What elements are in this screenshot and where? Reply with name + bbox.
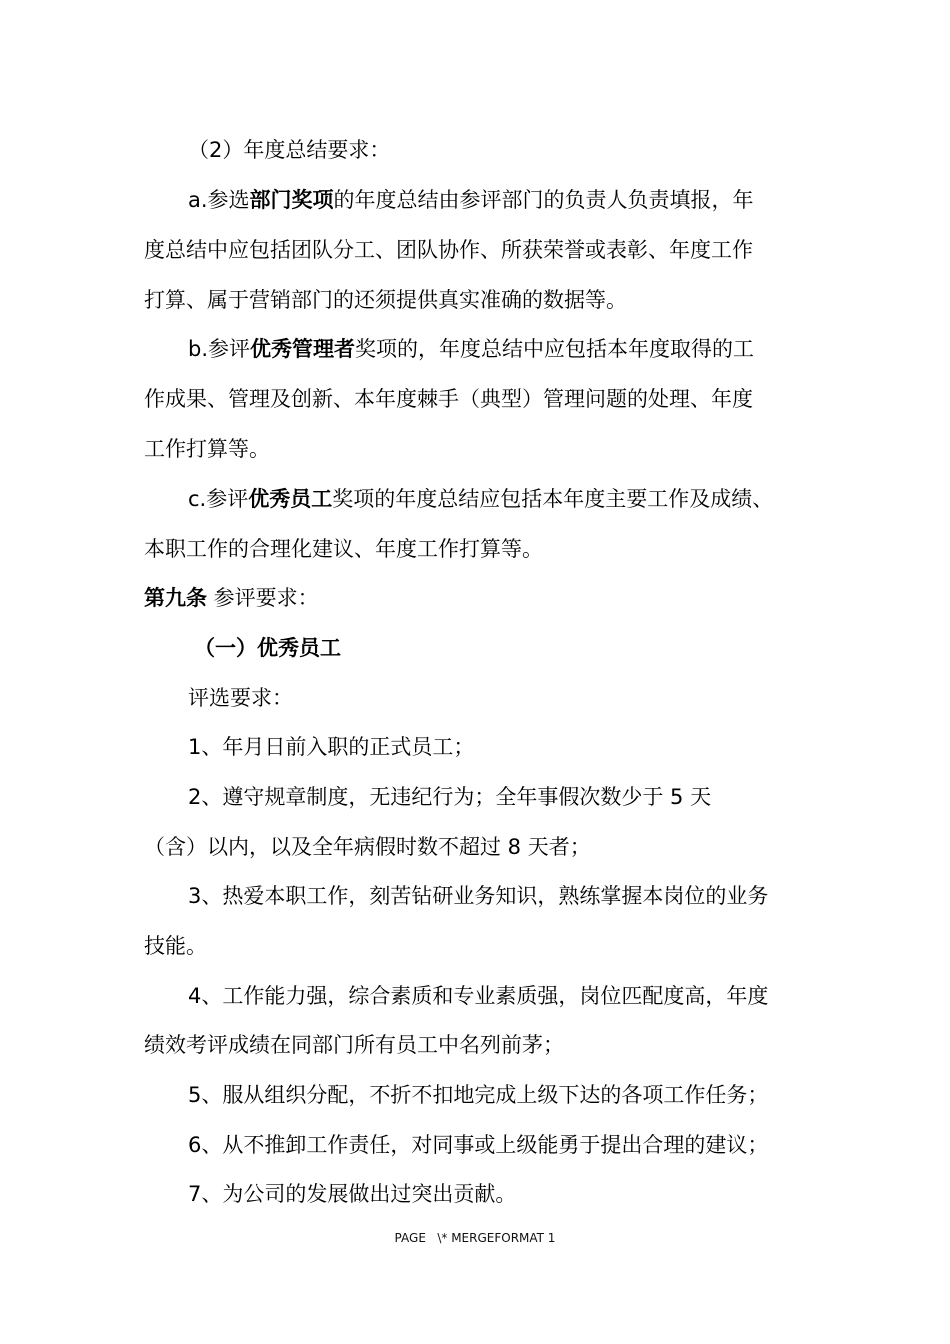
para-c-bold: 优秀员工 <box>248 487 333 511</box>
para-c-line2: 本职工作的合理化建议、年度工作打算等。 <box>144 537 543 561</box>
criteria-heading: 评选要求： <box>188 686 293 710</box>
para-b-line2: 作成果、管理及创新、本年度棘手（典型）管理问题的处理、年度 <box>144 387 753 411</box>
para-b-line1-rest: 奖项的，年度总结中应包括本年度取得的工 <box>355 337 755 361</box>
criteria-item-2-line1: 2、遵守规章制度，无违纪行为；全年事假次数少于 5 天 <box>188 785 712 809</box>
para2-heading <box>188 132 814 168</box>
article9-title: 参评要求： <box>207 586 319 610</box>
criteria-item-4-line1: 4、工作能力强，综合素质和专业素质强，岗位匹配度高，年度 <box>188 984 769 1008</box>
para-a-line1-rest: 的年度总结由参评部门的负责人负责填报，年 <box>333 188 754 212</box>
criteria-item-7: 7、为公司的发展做出过突出贡献。 <box>188 1182 517 1206</box>
para-b-prefix: b.参评 <box>188 337 251 361</box>
para-c-prefix: c.参评 <box>188 487 249 511</box>
criteria-item-1: 1、年月日前入职的正式员工； <box>188 735 475 759</box>
para2-heading-text: （2）年度总结要求： <box>188 138 391 162</box>
criteria-item-3-line1: 3、热爱本职工作，刻苦钻研业务知识，熟练掌握本岗位的业务 <box>188 884 769 908</box>
article9-heading <box>144 580 814 616</box>
para-a-line3: 打算、属于营销部门的还须提供真实准确的数据等。 <box>144 288 627 312</box>
criteria-item-4-line2: 绩效考评成绩在同部门所有员工中名列前茅； <box>144 1033 564 1057</box>
para-a-line1 <box>188 182 814 218</box>
para-b-bold: 优秀管理者 <box>250 337 356 361</box>
para-b-line1 <box>188 331 814 367</box>
para-a-prefix: a.参选 <box>188 188 250 212</box>
criteria-item-6: 6、从不推卸工作责任，对同事或上级能勇于提出合理的建议； <box>188 1133 769 1157</box>
section1-heading: （一）优秀员工 <box>194 636 341 660</box>
criteria-item-5: 5、服从组织分配，不折不扣地完成上级下达的各项工作任务； <box>188 1083 769 1107</box>
para-b-line3: 工作打算等。 <box>144 437 270 461</box>
criteria-item-2-line2: （含）以内，以及全年病假时数不超过 8 天者； <box>144 835 591 859</box>
para-a-bold: 部门奖项 <box>249 188 334 212</box>
para-c-line1 <box>188 481 814 517</box>
para-a-line2: 度总结中应包括团队分工、团队协作、所获荣誉或表彰、年度工作 <box>144 238 753 262</box>
para-c-line1-rest: 奖项的年度总结应包括本年度主要工作及成绩、 <box>332 487 774 511</box>
criteria-item-3-line2: 技能。 <box>144 934 207 958</box>
article9-number: 第九条 <box>144 586 207 610</box>
page-footer-field: PAGE \* MERGEFORMAT 1 <box>394 1231 556 1245</box>
